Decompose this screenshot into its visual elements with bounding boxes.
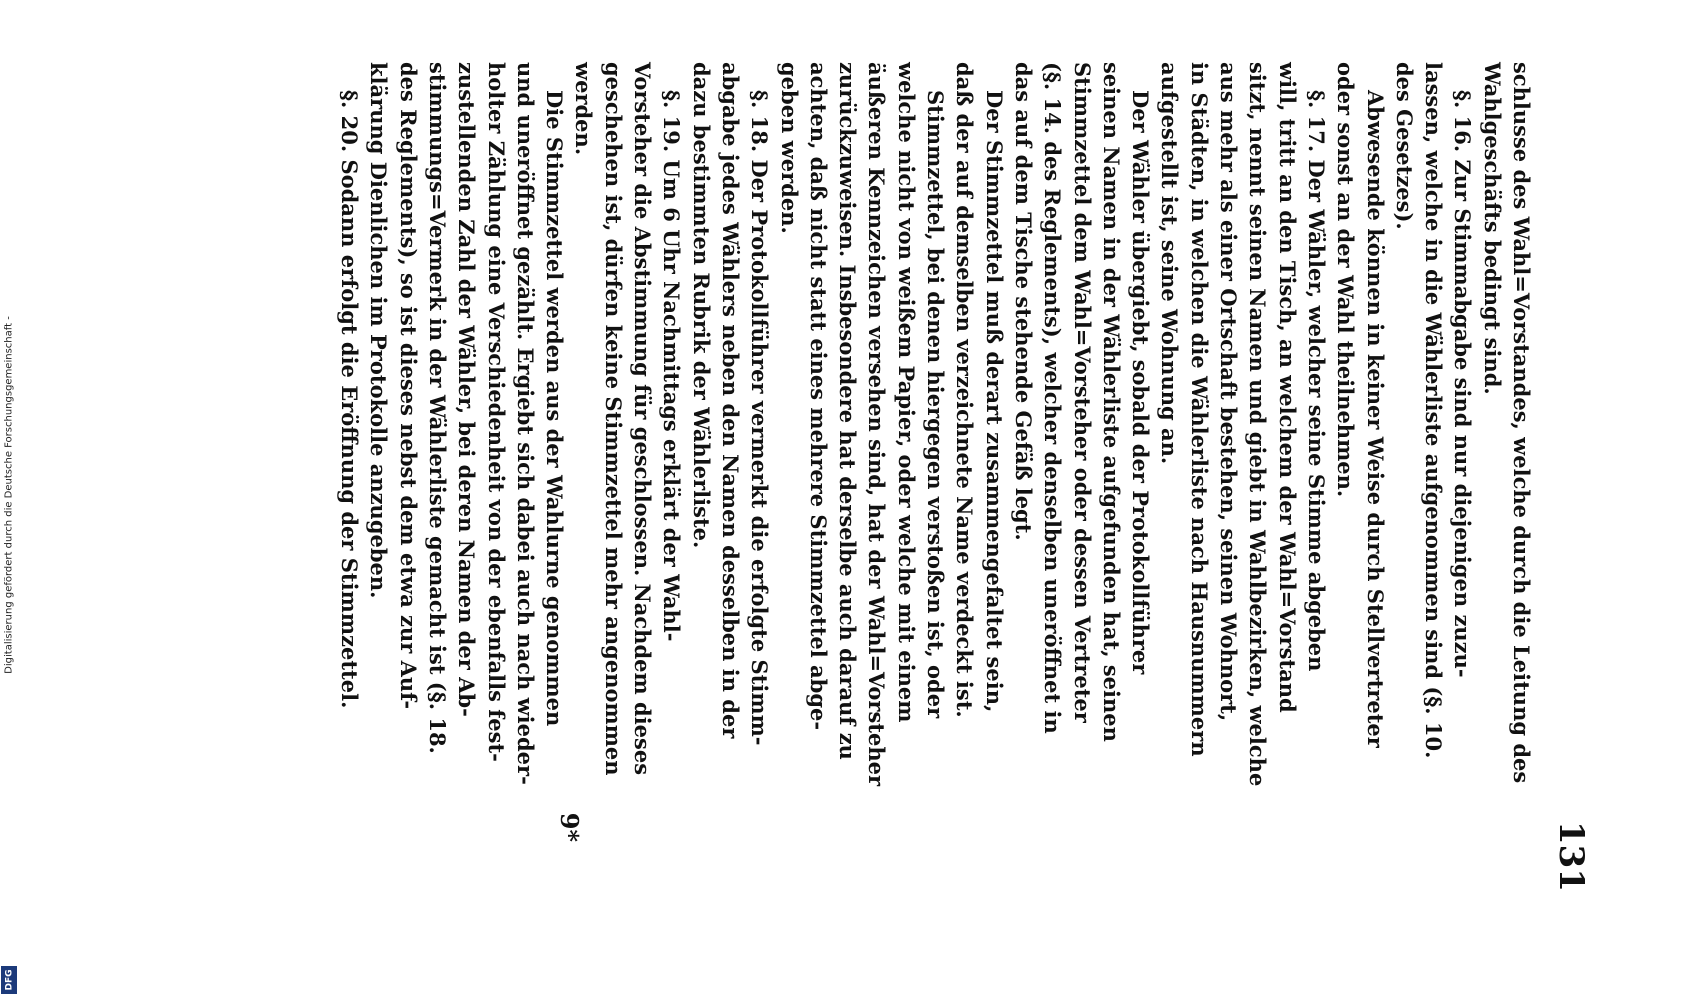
text-line: Stimmzettel dem Wahl=Vorsteher oder dessen Vertreter — [1069, 62, 1095, 723]
text-line: achten, daß nicht statt eines mehrere Stimmzettel abge- — [805, 62, 831, 731]
digitization-credit-text: Digitalisierung gefördert durch die Deutsche Forschungsgemeinschaft - — [3, 316, 15, 674]
text-line: §. 16. Zur Stimmabgabe sind nur diejenigen zuzu- — [1450, 90, 1476, 678]
text-line: des Reglements), so ist dieses nebst dem etwa zur Auf- — [395, 62, 421, 710]
text-line: abgabe jedes Wählers neben den Namen desselben in der — [717, 62, 743, 739]
text-line: sitzt, nennt seinen Namen und giebt in Wahlbezirken, welche — [1245, 62, 1271, 787]
text-line: seinen Namen in der Wählerliste aufgefunden hat, seinen — [1098, 62, 1124, 742]
text-line: äußeren Kennzeichen versehen sind, hat der Wahl=Vorsteher — [864, 62, 890, 787]
text-line: §. 17. Der Wähler, welcher seine Stimme abgeben — [1303, 90, 1329, 672]
dfg-logo — [1, 966, 17, 994]
text-line: geben werden. — [776, 62, 802, 234]
text-line: zurückzuweisen. Insbesondere hat derselbe auch darauf zu — [835, 62, 861, 760]
text-line: klärung Dienlichen im Protokolle anzugeben. — [366, 62, 392, 599]
text-line: geschehen ist, dürfen keine Stimmzettel mehr angenommen — [600, 62, 626, 776]
text-line: holter Zählung eine Verschiedenheit von der ebenfalls fest- — [483, 62, 509, 762]
text-line: §. 20. Sodann erfolgt die Eröffnung der Stimmzettel. — [337, 90, 363, 709]
digitization-credit-strip — [0, 0, 18, 1000]
text-line: des Gesetzes). — [1391, 62, 1417, 230]
text-line: Der Stimmzettel muß derart zusammengefaltet sein, — [981, 90, 1007, 713]
text-line: §. 18. Der Protokollführer vermerkt die erfolgte Stimm- — [747, 90, 773, 746]
text-line: Abwesende können in keiner Weise durch Stellvertreter — [1362, 90, 1388, 748]
text-line: aufgestellt ist, seine Wohnung an. — [1157, 62, 1183, 465]
text-line: schlusse des Wahl=Vorstandes, welche durch die Leitung des — [1509, 62, 1534, 784]
text-line: das auf dem Tische stehende Gefäß legt. — [1010, 62, 1036, 541]
text-line: zustellenden Zahl der Wähler, bei deren Namen der Ab- — [454, 62, 480, 717]
text-line: Stimmzettel, bei denen hiergegen verstoßen ist, oder — [923, 90, 949, 719]
text-line: stimmungs=Vermerk in der Wählerliste gemacht ist (§. 18. — [425, 62, 451, 754]
text-line: will, tritt an den Tisch, an welchem der Wahl=Vorstand — [1274, 62, 1300, 713]
text-line: aus mehr als einer Ortschaft bestehen, seinen Wohnort, — [1216, 62, 1242, 722]
text-line: lassen, welche in die Wählerliste aufgenommen sind (§. 10. — [1421, 62, 1447, 759]
text-line: (§. 14. des Reglements), welcher denselben uneröffnet in — [1040, 62, 1066, 734]
text-line: Der Wähler übergiebt, sobald der Protokollführer — [1128, 90, 1154, 675]
text-line: Die Stimmzettel werden aus der Wahlurne genommen — [542, 90, 568, 727]
page-number: 131 — [1551, 821, 1591, 892]
book-page — [337, 62, 1594, 932]
text-line: daß der auf demselben verzeichnete Name verdeckt ist. — [952, 62, 978, 718]
signature-mark: 9* — [555, 812, 584, 842]
text-line: oder sonst an der Wahl theilnehmen. — [1333, 62, 1359, 498]
text-line: werden. — [571, 62, 597, 156]
page-header — [1548, 62, 1594, 892]
text-line: und uneröffnet gezählt. Ergiebt sich dabei auch nach wieder- — [512, 62, 538, 785]
dfg-logo-text: DFG — [4, 969, 15, 991]
text-line: Wahlgeschäfts bedingt sind. — [1479, 62, 1505, 395]
text-line: dazu bestimmten Rubrik der Wählerliste. — [688, 62, 714, 549]
page-body — [335, 62, 1536, 892]
text-line: welche nicht von weißem Papier, oder welche mit einem — [893, 62, 919, 723]
text-line: Vorsteher die Abstimmung für geschlossen. Nachdem dieses — [630, 62, 656, 776]
page-footer — [549, 62, 589, 892]
text-line: in Städten, in welchen die Wählerliste nach Hausnummern — [1186, 62, 1212, 757]
text-line: §. 19. Um 6 Uhr Nachmittags erklärt der Wahl- — [659, 90, 685, 642]
